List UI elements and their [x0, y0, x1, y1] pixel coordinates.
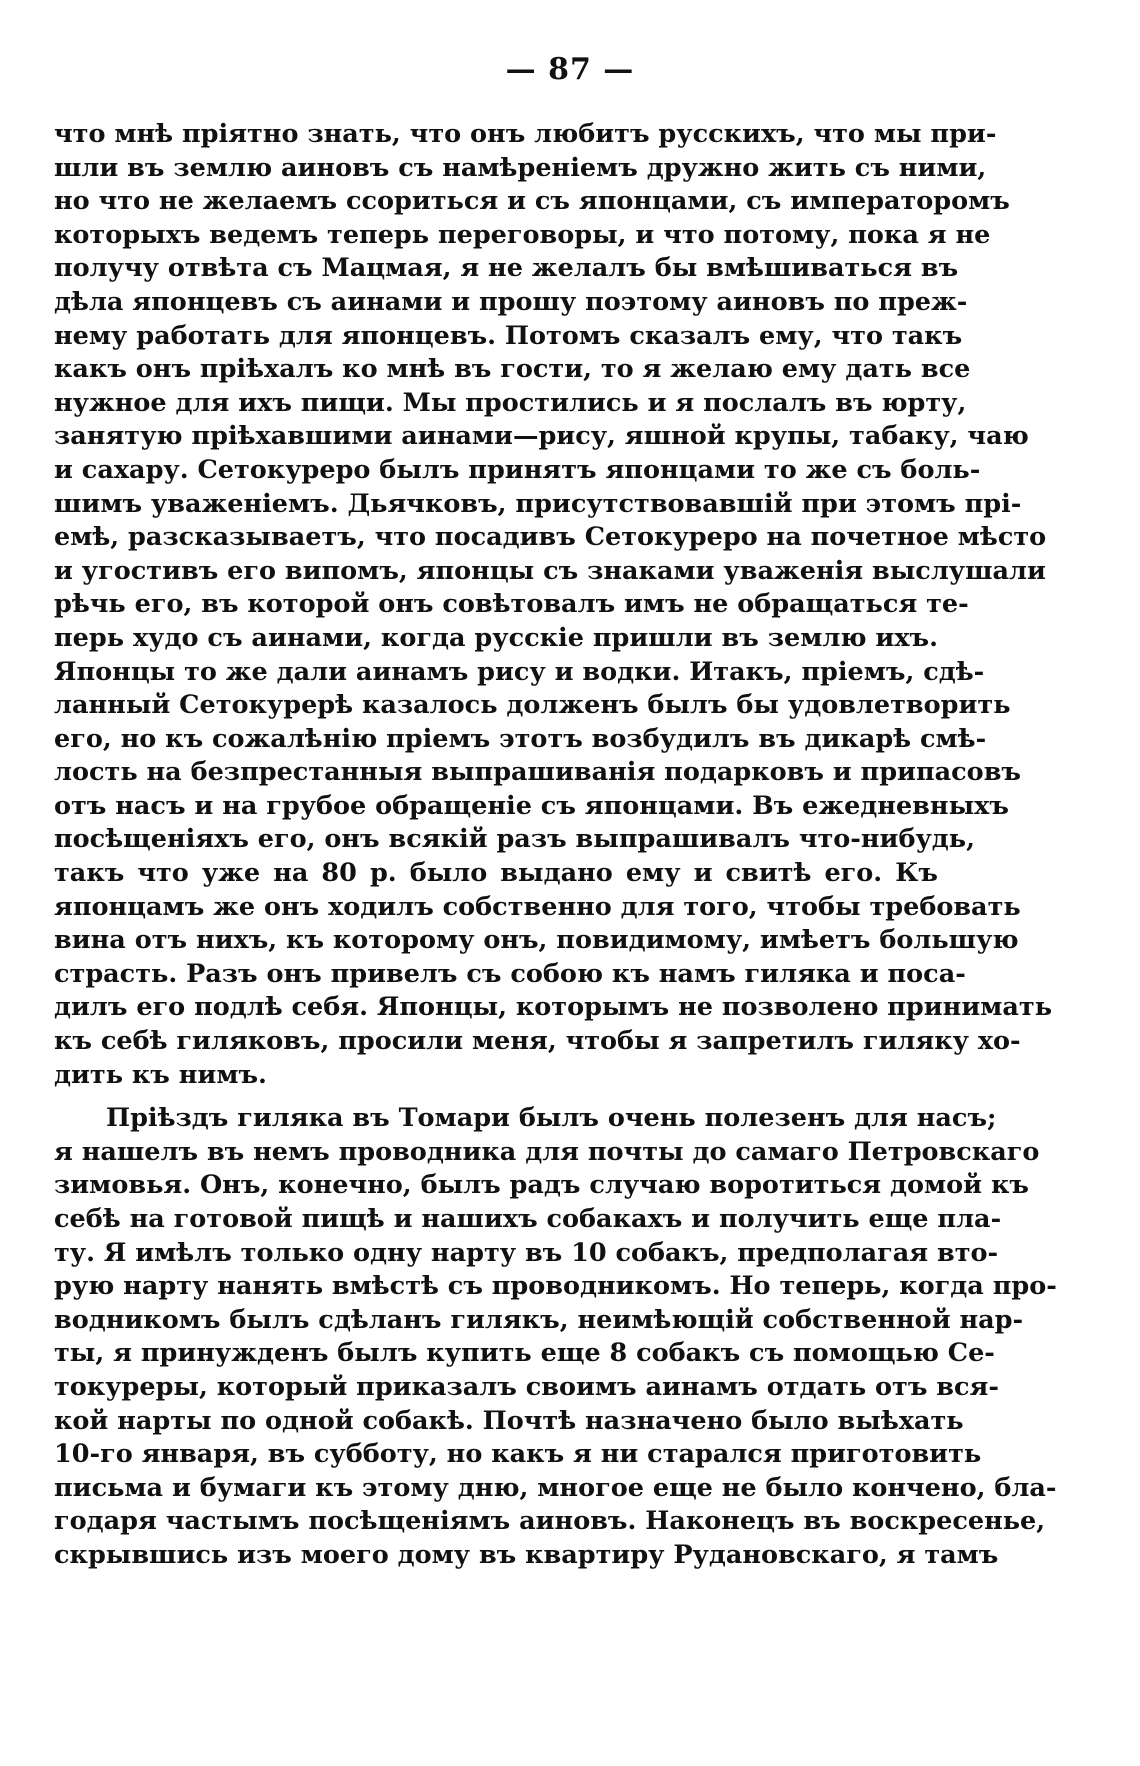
text-line: что мнѣ пріятно знать, что онъ любитъ русскихъ, что мы при- [54, 119, 997, 149]
text-line: дить къ нимъ. [54, 1059, 267, 1090]
text-line: ланный Сетокурерѣ казалось долженъ былъ бы удовлетворить [54, 690, 1011, 721]
page-number: — 87 — [505, 52, 635, 87]
text-line: ту. Я имѣлъ только одну нарту въ 10 собакъ, предполагая вто- [54, 1237, 999, 1268]
text-line: скрывшись изъ моего дому въ квартиру Рудановскаго, я тамъ [54, 1539, 999, 1570]
text-line: емѣ, разсказываетъ, что посадивъ Сетокуреро на почетное мѣсто [54, 522, 1047, 553]
body-text [54, 118, 1057, 1573]
text-line: занятую пріѣхавшими аинами—рису, яшной крупы, табаку, чаю [54, 421, 1029, 452]
text-line: зимовья. Онъ, конечно, былъ радъ случаю воротиться домой къ [54, 1170, 1029, 1201]
text-line: его, но къ сожалѣнію пріемъ этотъ возбудилъ въ дикарѣ смѣ- [54, 723, 987, 754]
text-line: шимъ уваженіемъ. Дьячковъ, присутствовавшій при этомъ прі- [54, 488, 1022, 519]
text-line: рѣчь его, въ которой онъ совѣтовалъ имъ не обращаться те- [54, 589, 969, 620]
text-line: рую нарту нанять вмѣстѣ съ проводникомъ. Но теперь, когда про- [54, 1271, 1057, 1302]
text-line: которыхъ ведемъ теперь переговоры, и что потому, пока я не [54, 219, 991, 250]
text-line: шли въ землю аиновъ съ намѣреніемъ дружно жить съ ними, [54, 152, 987, 183]
text-line: водникомъ былъ сдѣланъ гилякъ, неимѣющій собственной нар- [54, 1304, 1024, 1335]
text-line: къ себѣ гиляковъ, просили меня, чтобы я запретилъ гиляку хо- [54, 1026, 1021, 1057]
text-line: Японцы то же дали аинамъ рису и водки. Итакъ, пріемъ, сдѣ- [54, 656, 985, 687]
text-line: и сахару. Сетокуреро былъ принятъ японцами то же съ боль- [54, 454, 981, 485]
text-line: страсть. Разъ онъ привелъ съ собою къ намъ гиляка и поса- [54, 958, 966, 989]
text-line: перь худо съ аинами, когда русскіе пришли въ землю ихъ. [54, 622, 938, 653]
paragraph-2 [54, 1102, 1057, 1572]
text-line: такъ что уже на 80 р. было выдано ему и свитѣ его. Къ [54, 858, 938, 889]
text-line: кой нарты по одной собакѣ. Почтѣ назначено было выѣхать [54, 1405, 964, 1436]
text-line: японцамъ же онъ ходилъ собственно для того, чтобы требовать [54, 891, 1021, 922]
text-line: нужное для ихъ пищи. Мы простились и я послалъ въ юрту, [54, 387, 967, 418]
text-line: вина отъ нихъ, къ которому онъ, повидимому, имѣетъ большую [54, 925, 1019, 956]
text-line: я нашелъ въ немъ проводника для почты до самаго Петровскаго [54, 1136, 1040, 1167]
text-line: лость на безпрестанныя выпрашиванія подарковъ и припасовъ [54, 757, 1021, 788]
text-line: Пріѣздъ гиляка въ Томари былъ очень полезенъ для насъ; [106, 1103, 997, 1134]
paragraph-1 [54, 118, 1053, 1092]
paragraph-gap [54, 1092, 938, 1102]
text-line: письма и бумаги къ этому дню, многое еще не было кончено, бла- [54, 1472, 1057, 1503]
text-line: отъ насъ и на грубое обращеніе съ японцами. Въ ежедневныхъ [54, 790, 1009, 821]
text-line: токуреры, который приказалъ своимъ аинамъ отдать отъ вся- [54, 1371, 999, 1402]
text-line: годаря частымъ посѣщеніямъ аиновъ. Наконецъ въ воскресенье, [54, 1506, 1046, 1537]
text-line: ты, я принужденъ былъ купить еще 8 собакъ съ помощью Се- [54, 1338, 995, 1369]
text-line: себѣ на готовой пищѣ и нашихъ собакахъ и получить еще пла- [54, 1204, 1002, 1234]
text-line: какъ онъ пріѣхалъ ко мнѣ въ гости, то я желаю ему дать все [54, 354, 971, 385]
text-line: и угостивъ его випомъ, японцы съ знаками уваженія выслушали [54, 555, 1046, 586]
text-line: дилъ его подлѣ себя. Японцы, которымъ не позволено принимать [54, 992, 1053, 1023]
text-line: посѣщеніяхъ его, онъ всякій разъ выпрашивалъ что-нибудь, [54, 824, 975, 855]
text-line: дѣла японцевъ съ аинами и прошу поэтому аиновъ по преж- [54, 286, 968, 317]
text-line: получу отвѣта съ Мацмая, я не желалъ бы вмѣшиваться въ [54, 253, 959, 284]
text-line: нему работать для японцевъ. Потомъ сказалъ ему, что такъ [54, 320, 963, 351]
text-line: но что не желаемъ ссориться и съ японцами, съ императоромъ [54, 186, 1010, 217]
text-line: 10-го января, въ субботу, но какъ я ни старался приготовить [54, 1439, 982, 1470]
